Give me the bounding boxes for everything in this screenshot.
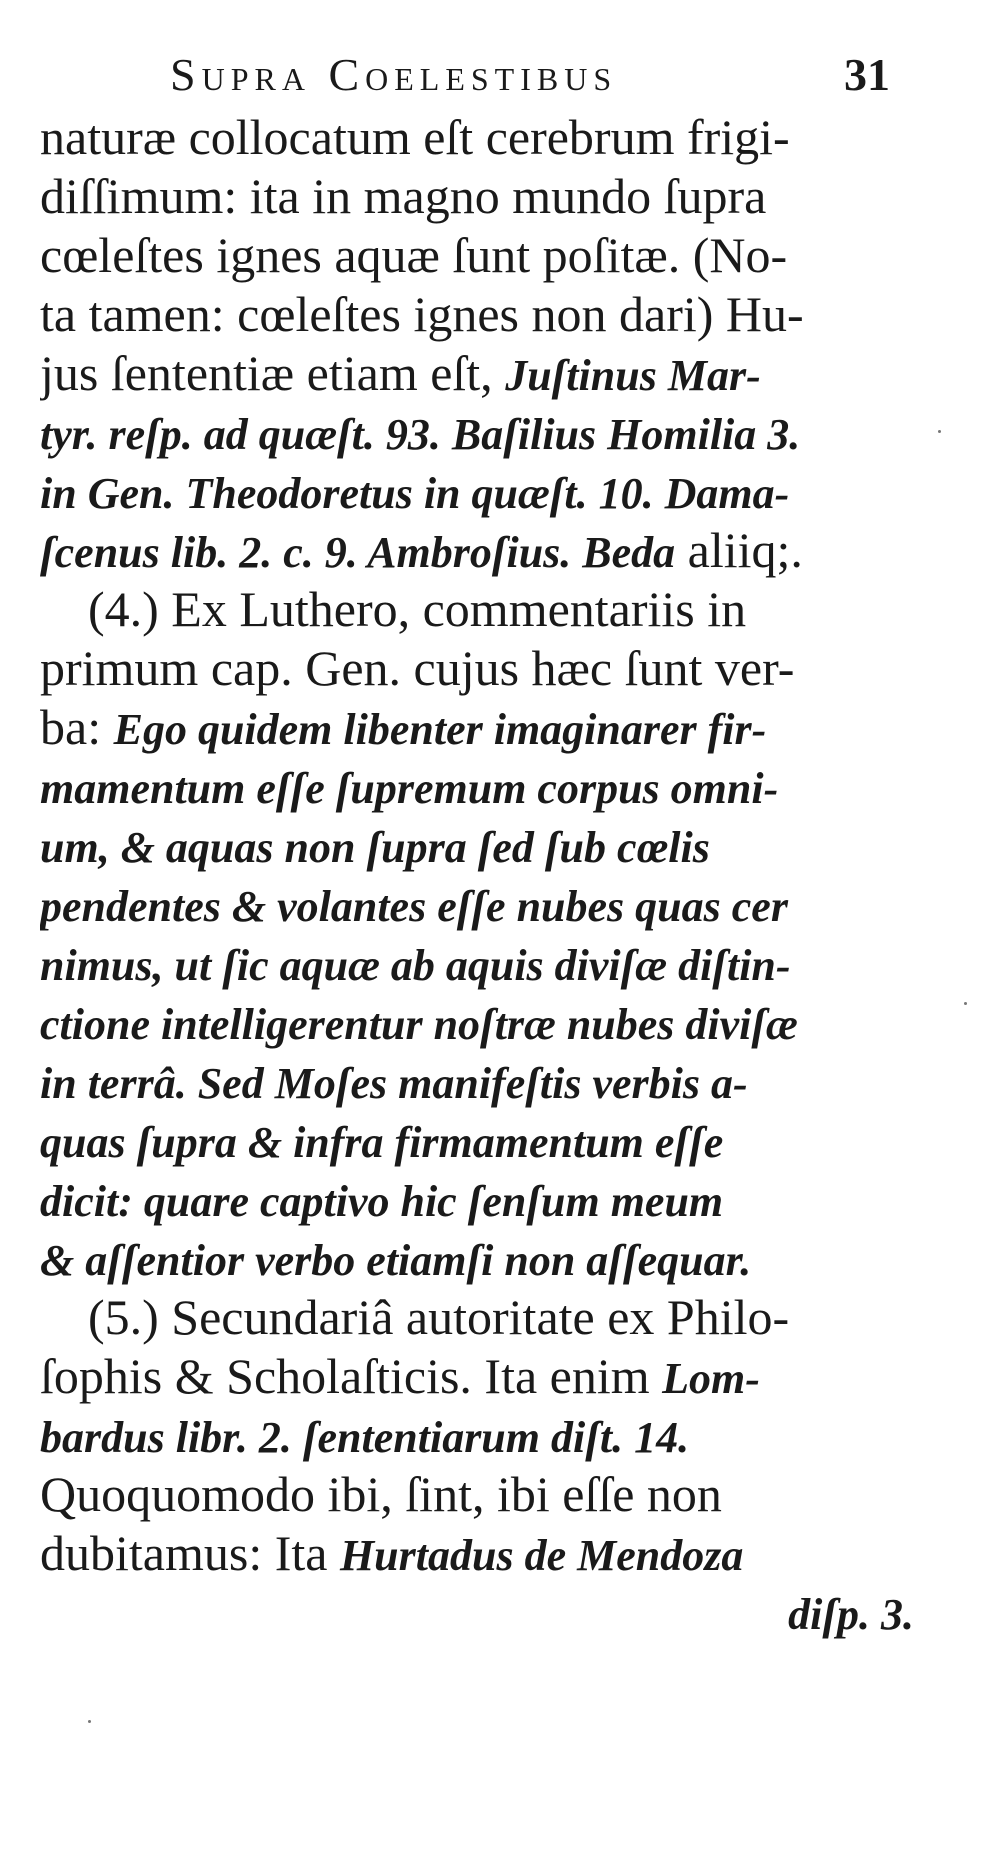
paper-speck: [938, 430, 941, 433]
roman-text: primum cap. Gen. cujus hæc ſunt ver-: [40, 640, 795, 696]
text-line: [40, 1406, 920, 1465]
text-line: [40, 108, 920, 167]
italic-text: nimus, ut ſic aquæ ab aquis diviſæ diſtin-: [40, 941, 791, 990]
roman-text: (5.) Secundariâ autoritate ex Philo-: [88, 1289, 790, 1345]
italic-text: Hurtadus de Mendoza: [339, 1531, 744, 1580]
text-line: [40, 1524, 920, 1583]
text-line: [40, 934, 920, 993]
italic-text: Ego quidem libenter imaginarer fir-: [113, 705, 767, 754]
italic-text: tyr. reſp. ad quæſt. 93. Baſilius Homilia 3.: [40, 410, 801, 459]
text-line: [40, 993, 920, 1052]
roman-text: jus ſententiæ etiam eſt,: [40, 345, 506, 401]
text-line: [40, 1347, 920, 1406]
text-line: [40, 226, 920, 285]
text-line: [40, 1170, 920, 1229]
text-line: [40, 757, 920, 816]
text-line: [40, 580, 920, 639]
text-line: [40, 167, 920, 226]
paper-speck: [88, 1720, 91, 1723]
italic-text: & aſſentior verbo etiamſi non aſſequar.: [40, 1236, 752, 1285]
text-line: [40, 816, 920, 875]
roman-text: naturæ collocatum eſt cerebrum frigi-: [40, 109, 790, 165]
italic-text: bardus libr. 2. ſententiarum diſt. 14.: [40, 1413, 690, 1462]
running-header: [170, 48, 890, 108]
italic-text: ctione intelligerentur noſtræ nubes diviſæ: [40, 1000, 798, 1049]
italic-text: in terrâ. Sed Moſes manifeſtis verbis a-: [40, 1059, 748, 1108]
paper-speck: [964, 1002, 967, 1005]
roman-text: dubitamus: Ita: [40, 1525, 340, 1581]
page-number: 31: [844, 49, 890, 100]
roman-text: Quoquomodo ibi, ſint, ibi eſſe non: [40, 1466, 722, 1522]
roman-text: diſſimum: ita in magno mundo ſupra: [40, 168, 767, 224]
italic-text: um, & aquas non ſupra ſed ſub cœlis: [40, 823, 710, 872]
text-line: [40, 1052, 920, 1111]
roman-text: ſophis & Scholaſticis. Ita enim: [40, 1348, 663, 1404]
body-text: [40, 108, 920, 1642]
italic-text: diſp. 3.: [788, 1590, 914, 1639]
text-line: [40, 344, 920, 403]
italic-text: mamentum eſſe ſupremum corpus omni-: [40, 764, 779, 813]
text-line: [40, 285, 920, 344]
italic-text: ſcenus lib. 2. c. 9. Ambroſius. Beda: [40, 528, 676, 577]
text-line: [40, 1465, 920, 1524]
italic-text: quas ſupra & infra firmamentum eſſe: [40, 1118, 724, 1167]
italic-text: Juſtinus Mar-: [505, 351, 761, 400]
text-line: [40, 403, 920, 462]
roman-text: ba:: [40, 699, 114, 755]
text-line: [40, 1111, 920, 1170]
roman-text: (4.) Ex Luthero, commentariis in: [88, 581, 747, 637]
text-line: [40, 639, 920, 698]
running-title: Supra Coelestibus: [170, 49, 618, 100]
italic-text: dicit: quare captivo hic ſenſum meum: [40, 1177, 724, 1226]
text-line: [40, 875, 920, 934]
text-line: [40, 1229, 920, 1288]
italic-text: Lom-: [662, 1354, 760, 1403]
text-line: [40, 1288, 920, 1347]
italic-text: pendentes & volantes eſſe nubes quas cer: [40, 882, 788, 931]
roman-text: aliiq;.: [675, 522, 803, 578]
text-line: [40, 698, 920, 757]
italic-text: in Gen. Theodoretus in quæſt. 10. Dama-: [40, 469, 790, 518]
roman-text: ta tamen: cœleſtes ignes non dari) Hu-: [40, 286, 804, 342]
text-line: [40, 1583, 920, 1642]
roman-text: cœleſtes ignes aquæ ſunt poſitæ. (No-: [40, 227, 788, 283]
text-line: [40, 462, 920, 521]
text-line: [40, 521, 920, 580]
